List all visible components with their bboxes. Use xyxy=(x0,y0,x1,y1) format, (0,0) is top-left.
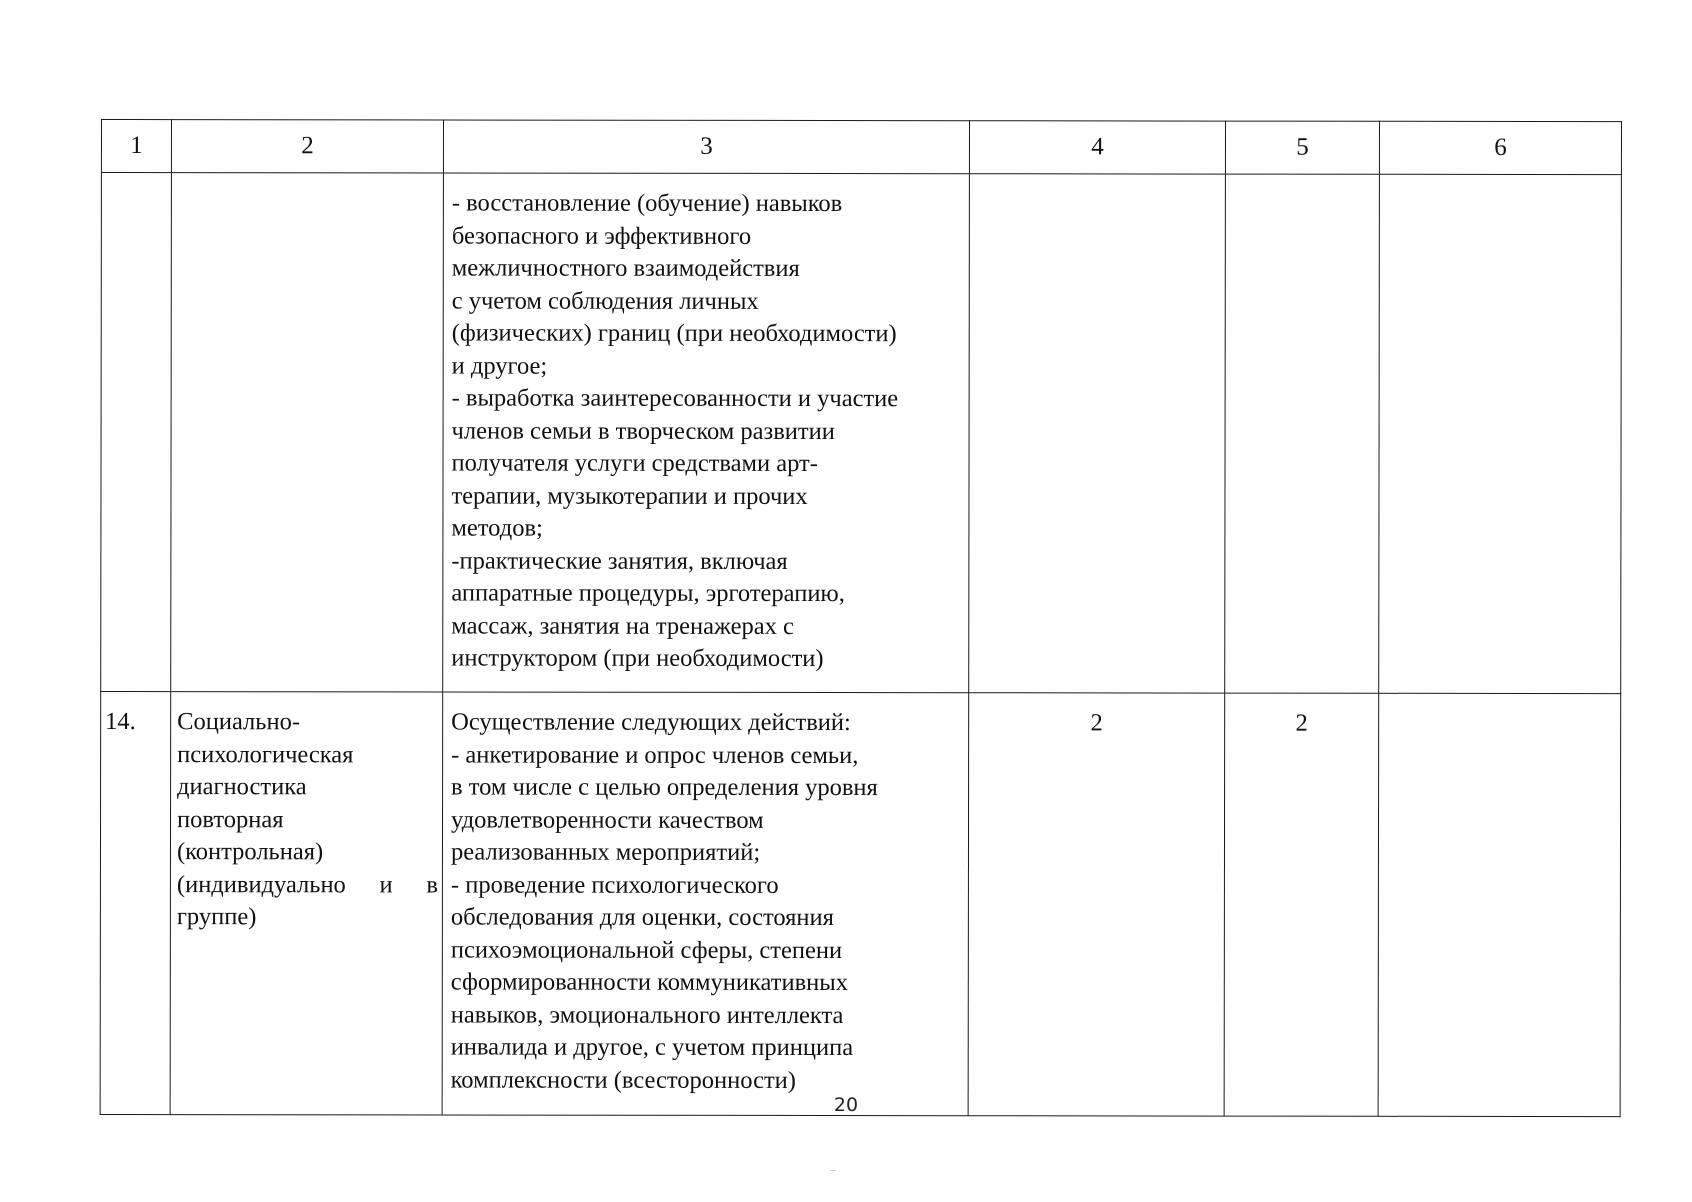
cont-cell-4 xyxy=(969,174,1226,693)
cont-cell-number xyxy=(101,173,172,692)
header-cell-5: 5 xyxy=(1225,121,1379,174)
service-name-line-1: Социально- xyxy=(177,708,301,736)
page-number: 20 xyxy=(833,1094,859,1116)
service-name xyxy=(170,692,443,1115)
table-row-continuation xyxy=(101,173,1622,694)
header-cell-3: 3 xyxy=(443,120,969,174)
row-number: 14. xyxy=(100,692,171,1115)
table-row-14 xyxy=(100,692,1621,1117)
table-header-row xyxy=(101,120,1621,175)
header-cell-6: 6 xyxy=(1379,121,1621,174)
cont-cell-description: - восстановление (обучение) навыков безопасного и эффективного межличностного взаимодействия с учетом соблюдения личных (физических) границ (при необходимости) и другое; - выработка заинтересованности и участие членов семьи в творческом развитии получателя услуги средствами арт- терапии, музыкотерапии и прочих методов; -практические занятия, включая аппаратные процедуры, эрготерапию, массаж, занятия на тренажерах с инструктором (при необходимости) xyxy=(443,173,970,693)
cont-cell-6 xyxy=(1379,174,1622,693)
scan-speck xyxy=(830,1170,836,1171)
services-table xyxy=(100,119,1622,1117)
service-name-line-3: диагностика xyxy=(177,773,307,801)
header-cell-4: 4 xyxy=(969,121,1225,174)
row-14-col-4-value: 2 xyxy=(968,693,1225,1116)
service-name-line-2: психологическая xyxy=(177,740,354,768)
service-name-line-4: повторная xyxy=(177,805,284,833)
service-name-line-7: группе) xyxy=(176,903,257,931)
cont-cell-name xyxy=(171,173,444,692)
row-14-col-6-value xyxy=(1378,693,1621,1116)
header-cell-2: 2 xyxy=(171,120,443,173)
service-description: Осуществление следующих действий: - анкетирование и опрос членов семьи, в том числе с целью определения уровня удовлетворенности качеством реализованных мероприятий; - проведение психологического обследования для оценки, состояния психоэмоциональной сферы, степени сформированности коммуникативных навыков, эмоционального интеллекта инвалида и другое, с учетом принципа комплексности (всесторонности) xyxy=(442,692,969,1116)
service-name-line-6: (индивидуально и в xyxy=(176,870,438,898)
cont-cell-5 xyxy=(1225,174,1380,693)
row-14-col-5-value: 2 xyxy=(1224,693,1379,1116)
header-cell-1: 1 xyxy=(101,120,171,173)
service-name-line-5: (контрольная) xyxy=(176,838,324,866)
